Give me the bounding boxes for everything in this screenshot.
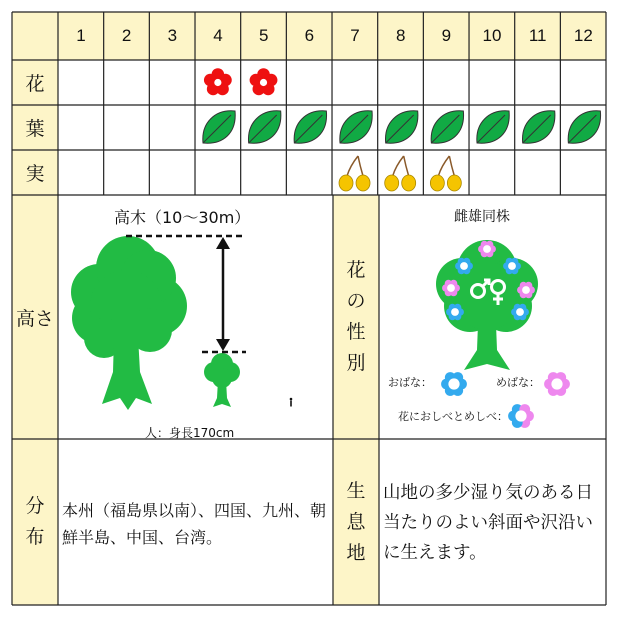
bisexual-flower-legend-icon <box>508 404 534 428</box>
flower-sex-type: 雌雄同株 <box>454 209 510 225</box>
red-flower-icon <box>204 68 232 95</box>
month-1: 1 <box>76 26 86 45</box>
flower-sex-char: 花 <box>346 259 366 281</box>
month-7: 7 <box>350 26 360 45</box>
distribution-text: 本州（福島県以南）、四国、九州、朝鮮半島、中国、台湾。 <box>62 501 327 547</box>
green-leaf-icon <box>203 111 235 143</box>
month-11: 11 <box>528 26 547 45</box>
green-leaf-icon <box>431 111 463 143</box>
male-flower-label: おばな： <box>388 376 432 389</box>
green-leaf-icon <box>568 111 600 143</box>
month-8: 8 <box>395 26 406 45</box>
habitat-text: 山地の多少湿り気のある日当たりのよい斜面や沢沿いに生えます。 <box>383 483 593 563</box>
yellow-fruit-icon <box>339 156 370 191</box>
habitat-char: 地 <box>346 541 366 564</box>
distribution-char: 分 <box>25 495 45 517</box>
distribution-char: 布 <box>25 526 45 548</box>
person-height-caption: 人：身長170cm <box>145 426 235 440</box>
green-leaf-icon <box>386 111 418 143</box>
green-leaf-icon <box>477 111 509 143</box>
green-leaf-icon <box>340 111 372 143</box>
flower-sex-char: の <box>346 290 366 312</box>
female-flower-label: めばな： <box>496 376 540 389</box>
bisexual-flower-label: 花におしべとめしべ： <box>398 410 508 423</box>
row-label-flower: 花 <box>12 60 58 105</box>
row-label-leaf: 葉 <box>12 105 58 150</box>
month-6: 6 <box>304 26 315 45</box>
tree-height-caption: 高木（10～30m） <box>114 208 251 227</box>
month-10: 10 <box>482 26 502 45</box>
month-12: 12 <box>573 26 593 45</box>
month-2: 2 <box>121 26 132 45</box>
month-4: 4 <box>213 26 223 45</box>
person-illustration <box>290 398 293 407</box>
leaf-month-icons <box>203 111 601 143</box>
green-leaf-icon <box>523 111 555 143</box>
green-leaf-icon <box>294 111 326 143</box>
row-label-height: 高さ <box>12 195 58 439</box>
tall-tree-illustration <box>71 236 187 410</box>
yellow-fruit-icon <box>385 156 416 191</box>
female-flower-legend-icon <box>544 372 570 396</box>
flower-sex-char: 別 <box>346 352 366 374</box>
male-flower-legend-icon <box>441 372 467 396</box>
row-label-fruit: 実 <box>12 150 58 195</box>
habitat-char: 息 <box>346 510 366 533</box>
green-leaf-icon <box>248 111 280 143</box>
month-5: 5 <box>258 26 269 45</box>
month-9: 9 <box>441 26 452 45</box>
fruit-month-icons <box>339 156 461 191</box>
month-3: 3 <box>167 26 178 45</box>
red-flower-icon <box>250 68 278 95</box>
small-tree-illustration <box>204 353 240 407</box>
habitat-char: 生 <box>346 479 366 502</box>
flower-sex-char: 性 <box>346 321 366 343</box>
yellow-fruit-icon <box>430 156 461 191</box>
